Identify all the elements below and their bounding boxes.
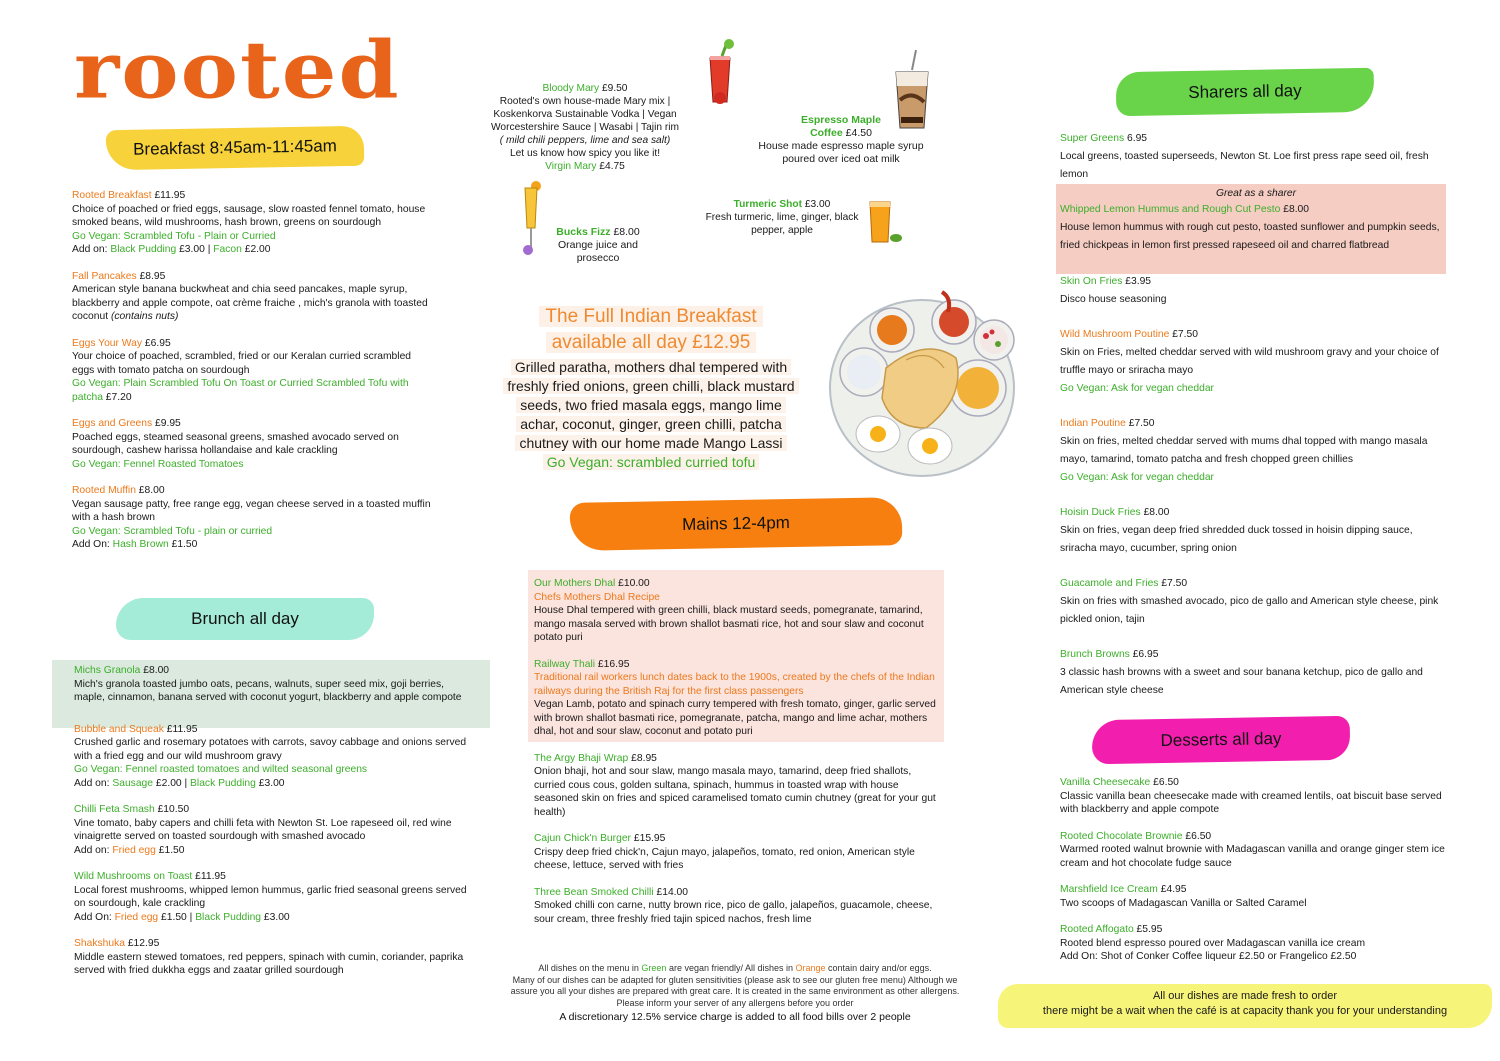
item-name: Eggs Your Way xyxy=(72,337,143,349)
menu-item xyxy=(1060,130,1452,184)
drink-desc: Orange juice and prosecco xyxy=(558,239,638,264)
footnote-text: are vegan friendly/ All dishes in xyxy=(666,963,796,973)
menu-item xyxy=(534,577,938,645)
item-name: Shakshuka xyxy=(74,938,125,949)
item-desc: House lemon hummus with rough cut pesto, toasted sunflower and pumpkin seeds, fried chickpeas in lemon first pressed rapeseed oil and charred flatbread xyxy=(1060,222,1440,251)
item-price: £15.95 xyxy=(633,833,666,844)
item-desc: Skin on fries, melted cheddar served with mums dhal topped with mango masala mayo, tamarind, tomato patcha and fresh chopped green chillies xyxy=(1060,436,1428,465)
addon-name: Fried egg xyxy=(112,844,156,856)
feature-title-2: available all day £12.95 xyxy=(546,332,757,353)
item-desc: Rooted blend espresso poured over Madagascan vanilla ice cream xyxy=(1060,937,1366,949)
addon-price: £3.00 | xyxy=(176,244,214,255)
drink-bucks-fizz xyxy=(546,226,650,265)
feature-line: Grilled paratha, mothers dhal tempered with xyxy=(511,359,791,375)
item-name: Eggs and Greens xyxy=(72,418,153,429)
addon-name: Facon xyxy=(213,244,242,255)
item-price: £6.50 xyxy=(1153,777,1179,788)
indian-breakfast-plate-illustration xyxy=(826,288,1026,484)
bloody-mary-glass-icon xyxy=(698,38,740,108)
item-desc: Poached eggs, steamed seasonal greens, smashed avocado served on sourdough, cashew harissa hollandaise and kale crackling xyxy=(72,431,399,456)
allergen-footnote xyxy=(482,963,988,1025)
addon-name: Black Pudding xyxy=(195,911,262,923)
item-price: £3.95 xyxy=(1125,276,1152,287)
drink-desc: House made espresso maple syrup poured over iced oat milk xyxy=(758,140,924,165)
drink-price: £8.00 xyxy=(613,226,640,238)
item-desc: Disco house seasoning xyxy=(1060,294,1167,305)
item-name: Rooted Breakfast xyxy=(72,190,152,201)
item-tag: Great as a sharer xyxy=(1215,188,1297,199)
menu-item xyxy=(1060,504,1452,558)
menu-item xyxy=(534,832,938,873)
item-desc: Vine tomato, baby capers and chilli feta with Newton St. Loe rapeseed oil, red wine vinaigrette served on toasted sourdough with smashed avocado xyxy=(74,817,452,842)
footnote-text: assure you all your dishes are prepared with great care. It is created in the same environment as other allergens. xyxy=(510,986,960,996)
menu-item xyxy=(74,803,474,857)
item-price: £7.50 xyxy=(1172,329,1198,340)
addon-price: £1.50 | xyxy=(158,911,196,923)
drink-extra: Let us know how spicy you like it! xyxy=(509,148,661,159)
menu-item xyxy=(74,723,474,791)
desserts-banner-label: Desserts all day xyxy=(1160,728,1282,751)
item-price: £8.95 xyxy=(139,270,166,282)
item-desc: Vegan sausage patty, free range egg, vegan cheese served in a toasted muffin with a hash brown xyxy=(72,498,431,523)
menu-item xyxy=(72,337,432,405)
addon-name: Black Pudding xyxy=(110,244,177,255)
drink-name: Espresso Maple xyxy=(801,114,881,126)
item-name: Chilli Feta Smash xyxy=(74,804,155,815)
addon-label: Add On: xyxy=(74,911,115,923)
item-price: £11.95 xyxy=(166,723,198,735)
bucks-fizz-glass-icon xyxy=(516,180,546,258)
item-price: £9.95 xyxy=(155,418,181,429)
item-name: The Argy Bhaji Wrap xyxy=(534,752,629,764)
feature-title-1: The Full Indian Breakfast xyxy=(539,306,762,327)
item-desc: Local greens, toasted superseeds, Newton St. Loe first press rape seed oil, fresh lemon xyxy=(1060,151,1429,180)
rooted-logo: rooted xyxy=(74,24,401,117)
drink-turmeric-shot xyxy=(694,198,870,237)
item-addon: Add On: Shot of Conker Coffee liqueur £2.50 or Frangelico £2.50 xyxy=(1060,951,1357,962)
fresh-notice xyxy=(998,984,1492,1028)
brunch-banner xyxy=(116,598,374,640)
item-desc: Local forest mushrooms, whipped lemon hummus, garlic fried seasonal greens served on sourdough, kale crackling xyxy=(74,884,467,909)
item-desc: Onion bhaji, hot and sour slaw, mango masala mayo, tamarind, deep fried shallots, curried cous cous, golden sultana, spinach, hummus in toasted wrap with house seasoned skin on fries and spiced caramelised tomato cumin chutney (great for your gut health) xyxy=(534,766,936,818)
drink-price: £4.75 xyxy=(599,161,625,172)
brunch-banner-label: Brunch all day xyxy=(191,609,299,628)
item-desc: Middle eastern stewed tomatoes, red peppers, spinach with cumin, coriander, paprika served with fried dukkha eggs and zaatar grilled sourdough xyxy=(74,951,464,976)
item-desc: 3 classic hash browns with a sweet and sour banana ketchup, pico de gallo and American style cheese xyxy=(1060,667,1423,696)
footnote-green: Green xyxy=(641,963,667,973)
drink-note: ( mild chili peppers, lime and sea salt) xyxy=(499,135,671,146)
menu-item xyxy=(1060,415,1452,487)
addon-name: Fried egg xyxy=(114,911,159,923)
drink-price: £9.50 xyxy=(601,83,628,94)
drink-name: Virgin Mary xyxy=(545,161,597,172)
drink-name: Bloody Mary xyxy=(542,83,600,94)
item-name: Three Bean Smoked Chilli xyxy=(534,886,654,898)
item-addon xyxy=(72,243,432,257)
vegan-price: £7.20 xyxy=(102,391,132,403)
item-price: £8.00 xyxy=(1283,204,1310,215)
addon-label: Add on: xyxy=(72,244,111,255)
item-desc: Skin on fries, vegan deep fried shredded duck tossed in hoisin dipping sauce, sriracha mayo, cucumber, spring onion xyxy=(1060,525,1413,554)
item-price: £16.95 xyxy=(597,658,630,670)
item-price: £7.50 xyxy=(1128,418,1155,429)
item-desc: Crispy deep fried chick'n, Cajun mayo, jalapeños, tomato, red onion, American style cheese, lettuce, served with fries xyxy=(534,846,915,871)
item-price: £8.95 xyxy=(631,752,657,764)
item-desc: Vegan Lamb, potato and spinach curry tempered with fresh tomato, ginger, garlic served with brown shallot basmati rice, pomegranate, patcha, mango and lime achar, mothers dhal, hot and sour slaw, coconut and potato puri xyxy=(534,699,936,737)
menu-item xyxy=(74,937,474,978)
item-name: Wild Mushroom Poutine xyxy=(1060,329,1170,340)
breakfast-banner-label: Breakfast 8:45am-11:45am xyxy=(132,136,338,159)
item-price: £7.50 xyxy=(1161,578,1188,589)
footnote-text: contain dairy and/or eggs. xyxy=(825,963,932,973)
item-name: Rooted Chocolate Brownie xyxy=(1060,830,1183,842)
item-name: Rooted Muffin xyxy=(72,485,136,496)
item-name: Michs Granola xyxy=(74,665,141,676)
item-name: Rooted Affogato xyxy=(1060,924,1134,935)
drink-desc: Rooted's own house-made Mary mix | Koskenkorva Sustainable Vodka | Vegan Worcestershire Sauce | Wasabi | Tajin rim xyxy=(491,96,679,133)
item-price: £8.00 xyxy=(138,485,165,496)
mains-banner xyxy=(570,497,903,551)
addon-price: £1.50 xyxy=(168,539,198,550)
item-name: Indian Poutine xyxy=(1060,418,1126,429)
item-name: Wild Mushrooms on Toast xyxy=(74,871,193,882)
item-desc: Crushed garlic and rosemary potatoes with carrots, savoy cabbage and onions served with a fried egg and our wild mushroom gravy xyxy=(74,737,467,762)
item-vegan-option: Go Vegan: Scrambled Tofu - Plain or Curried xyxy=(72,230,276,242)
item-name: Super Greens xyxy=(1060,133,1125,144)
addon-price: £3.00 xyxy=(255,777,285,789)
sharers-section xyxy=(1060,130,1452,700)
item-vegan-option: Go Vegan: Ask for vegan cheddar xyxy=(1060,472,1214,483)
addon-price: £2.00 xyxy=(241,244,271,255)
item-subtitle: Chefs Mothers Dhal Recipe xyxy=(534,591,660,603)
menu-item xyxy=(1060,923,1446,964)
footnote-text: All dishes on the menu in xyxy=(538,963,642,973)
item-vegan-option: Go Vegan: Ask for vegan cheddar xyxy=(1060,383,1214,394)
item-desc: Choice of poached or fried eggs, sausage, slow roasted fennel tomato, house smoked beans, wild mushrooms, hash brown, greens on sourdough xyxy=(72,203,426,228)
drink-name: Turmeric Shot xyxy=(733,199,802,210)
feature-indian-breakfast xyxy=(484,304,818,472)
item-name: Marshfield Ice Cream xyxy=(1060,884,1158,895)
menu-item xyxy=(534,658,938,739)
brunch-section xyxy=(74,664,474,978)
feature-line: seeds, two fried masala eggs, mango lime xyxy=(516,397,785,413)
iced-coffee-glass-icon xyxy=(892,50,932,132)
item-price: £12.95 xyxy=(127,938,160,949)
footnote-orange: Orange xyxy=(795,963,826,973)
desserts-banner xyxy=(1092,716,1351,764)
feature-line: chutney with our home made Mango Lassi xyxy=(515,435,786,451)
addon-price: £1.50 xyxy=(155,844,185,856)
feature-vegan: Go Vegan: scrambled curried tofu xyxy=(543,454,760,470)
menu-item xyxy=(1060,186,1452,255)
drink-bloody-mary xyxy=(470,82,700,173)
item-name: Railway Thali xyxy=(534,658,596,670)
sharers-banner-label: Sharers all day xyxy=(1188,81,1302,102)
drink-name-2: Coffee xyxy=(810,127,843,139)
addon-name: Hash Brown xyxy=(112,539,169,550)
item-price: 6.95 xyxy=(1126,133,1148,144)
notice-line-1: All our dishes are made fresh to order xyxy=(1152,990,1338,1002)
item-price: £6.95 xyxy=(144,337,171,349)
item-desc: Warmed rooted walnut brownie with Madagascan vanilla and orange ginger stem ice cream and hot chocolate fudge sauce xyxy=(1060,844,1445,869)
menu-item xyxy=(1060,273,1452,309)
menu-item xyxy=(1060,575,1452,629)
item-name: Hoisin Duck Fries xyxy=(1060,507,1141,518)
menu-item xyxy=(1060,776,1446,817)
item-vegan-option: Go Vegan: Fennel Roasted Tomatoes xyxy=(72,458,244,470)
notice-line-2: there might be a wait when the café is at capacity thank you for your understanding xyxy=(1042,1005,1448,1017)
item-desc: Mich's granola toasted jumbo oats, pecans, walnuts, super seed mix, goji berries, maple, cinnamon, banana served with coconut yogurt, blackberry and apple compote xyxy=(74,678,462,703)
sharers-banner xyxy=(1116,68,1375,116)
item-price: £11.95 xyxy=(154,190,186,201)
item-price: £10.00 xyxy=(618,578,650,589)
item-desc: Skin on fries with smashed avocado, pico de gallo and American style cheese, pink pickled onion, tajin xyxy=(1060,596,1439,625)
item-price: £6.95 xyxy=(1132,649,1159,660)
footnote-text: Please inform your server of any allergens before you order xyxy=(616,997,854,1008)
mains-section xyxy=(534,577,938,926)
menu-item xyxy=(74,870,474,924)
menu-item xyxy=(1060,326,1452,398)
drink-desc: Fresh turmeric, lime, ginger, black pepper, apple xyxy=(705,212,859,236)
item-price: £6.50 xyxy=(1185,830,1212,842)
item-price: £4.95 xyxy=(1160,884,1187,895)
drink-name: Bucks Fizz xyxy=(556,226,611,238)
breakfast-banner xyxy=(106,126,365,170)
addon-price: £3.00 xyxy=(261,911,290,923)
item-price: £10.50 xyxy=(157,804,190,815)
item-price: £11.95 xyxy=(195,871,226,882)
addon-label: Add On: xyxy=(72,539,113,550)
drink-price: £3.00 xyxy=(804,199,831,210)
item-name: Our Mothers Dhal xyxy=(534,578,616,589)
item-name: Fall Pancakes xyxy=(72,270,137,282)
item-desc: Your choice of poached, scrambled, fried or our Keralan curried scrambled eggs with tomato patcha on sourdough xyxy=(72,351,412,376)
menu-item xyxy=(534,886,938,927)
menu-item xyxy=(1060,883,1446,910)
addon-name: Sausage xyxy=(112,777,154,789)
menu-item xyxy=(72,417,432,471)
item-name: Skin On Fries xyxy=(1060,276,1123,287)
feature-line: freshly fried onions, green chilli, black mustard xyxy=(503,378,798,394)
item-price: £5.95 xyxy=(1136,924,1163,935)
item-vegan-option: Go Vegan: Scrambled Tofu - plain or curried xyxy=(72,525,273,537)
feature-line: achar, coconut, ginger, green chilli, patcha xyxy=(516,416,786,432)
addon-label: Add on: xyxy=(74,844,113,856)
item-name: Cajun Chick'n Burger xyxy=(534,833,631,844)
menu-item xyxy=(72,484,432,552)
addon-label: Add on: xyxy=(74,777,113,789)
item-note: (contains nuts) xyxy=(110,311,179,322)
item-desc: American style banana buckwheat and chia seed pancakes, maple syrup, blackberry and apple compote, oat crème fraiche , mich's granola with toasted coconut xyxy=(72,284,428,322)
menu-item xyxy=(74,664,474,705)
item-desc: Two scoops of Madagascan Vanilla or Salted Caramel xyxy=(1060,897,1307,909)
item-name: Whipped Lemon Hummus and Rough Cut Pesto xyxy=(1060,204,1281,215)
item-subtitle: Traditional rail workers lunch dates back to the 1900s, created by the chefs of the Indian railways during the British Raj for the first class passengers xyxy=(534,672,935,697)
item-name: Guacamole and Fries xyxy=(1060,578,1159,589)
service-charge-note: A discretionary 12.5% service charge is added to all food bills over 2 people xyxy=(559,1011,911,1023)
desserts-section xyxy=(1060,776,1446,964)
menu-item xyxy=(534,752,938,820)
item-name: Vanilla Cheesecake xyxy=(1060,777,1151,788)
item-name: Bubble and Squeak xyxy=(74,723,164,735)
menu-item xyxy=(72,270,432,324)
item-price: £8.00 xyxy=(143,665,170,676)
item-price: £14.00 xyxy=(656,886,688,898)
item-vegan-option: Go Vegan: Plain Scrambled Tofu On Toast or Curried Scrambled Tofu with patcha xyxy=(72,378,409,403)
mains-banner-label: Mains 12-4pm xyxy=(681,513,791,534)
turmeric-shot-glass-icon xyxy=(866,198,906,246)
item-price: £8.00 xyxy=(1143,507,1170,518)
item-vegan-option: Go Vegan: Fennel roasted tomatoes and wilted seasonal greens xyxy=(74,764,368,775)
menu-item xyxy=(1060,830,1446,871)
addon-name: Black Pudding xyxy=(190,777,256,789)
item-name: Brunch Browns xyxy=(1060,649,1130,660)
addon-price: £2.00 | xyxy=(153,777,191,789)
menu-item xyxy=(72,189,432,257)
footnote-text: Many of our dishes can be adapted for gluten sensitivities (please ask to see our gluten free menu) Although we xyxy=(512,974,958,985)
item-desc: House Dhal tempered with green chilli, black mustard seeds, pomegranate, tamarind, mango masala served with brown shallot basmati rice, hot and sour slaw and coconut potato puri xyxy=(534,605,924,643)
item-desc: Skin on Fries, melted cheddar served with wild mushroom gravy and your choice of truffle mayo or sriracha mayo xyxy=(1060,347,1439,376)
drink-price: £4.50 xyxy=(845,127,872,139)
item-desc: Smoked chilli con carne, nutty brown rice, pico de gallo, jalapeños, guacamole, cheese, sour cream, three freshly fried tajin spiced nachos, fresh lime xyxy=(534,900,933,925)
menu-item xyxy=(1060,646,1452,700)
item-desc: Classic vanilla bean cheesecake made with creamed lentils, oat biscuit base served with blackberry and apple compote xyxy=(1060,790,1442,815)
breakfast-section xyxy=(72,189,432,552)
